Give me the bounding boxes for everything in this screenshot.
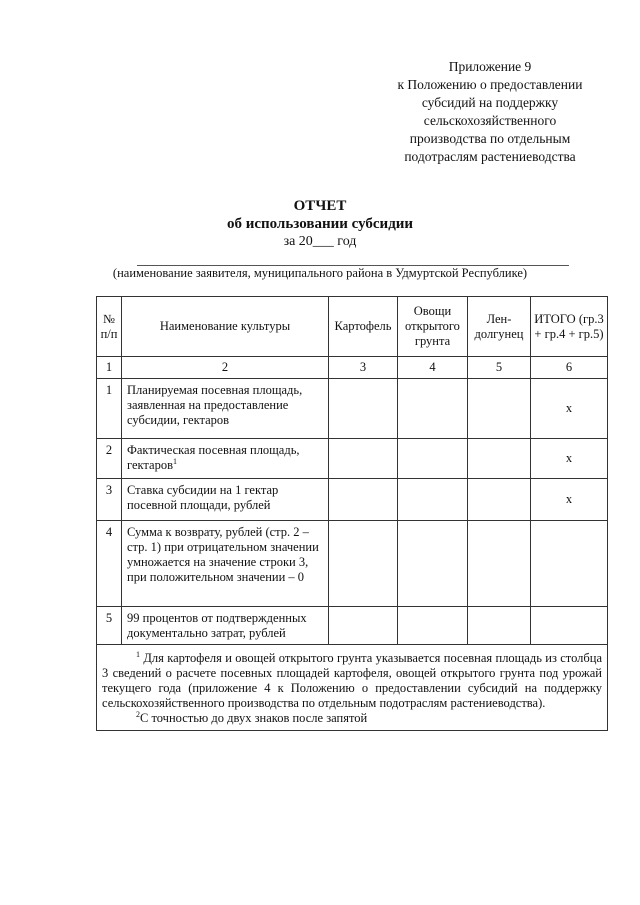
table-row xyxy=(97,439,608,479)
potato-cell xyxy=(329,439,398,479)
row-number: 4 xyxy=(97,521,122,607)
row-number: 2 xyxy=(97,439,122,479)
total-cell: x xyxy=(531,379,608,439)
report-table xyxy=(96,296,608,731)
column-number: 5 xyxy=(468,357,531,379)
header-row xyxy=(97,297,608,357)
row-label: 99 процентов от подтвержденных документально затрат, рублей xyxy=(122,607,329,645)
table-row xyxy=(97,521,608,607)
header-crop: Наименование культуры xyxy=(122,297,329,357)
footnote-text: С точностью до двух знаков после запятой xyxy=(140,711,368,725)
flax-cell xyxy=(468,439,531,479)
appendix-line: производства по отдельным xyxy=(409,131,571,146)
appendix-line: сельскохозяйственного xyxy=(423,113,557,128)
footnote-1 xyxy=(102,651,602,711)
table-row xyxy=(97,379,608,439)
footnotes xyxy=(97,645,608,731)
vegetables-cell xyxy=(398,479,468,521)
potato-cell xyxy=(329,521,398,607)
row-number: 5 xyxy=(97,607,122,645)
appendix-line: Приложение 9 xyxy=(448,59,532,74)
table-row xyxy=(97,607,608,645)
potato-cell xyxy=(329,479,398,521)
footnote-text: Для картофеля и овощей открытого грунта указывается посевная площадь из столбца 3 сведений о расчете посевных площадей картофеля, овощей открытого грунта под урожай текущего года (приложение 4 к Положению о предоставлении субсидий на поддержку сельскохозяйственного производства по отдельным подотраслям растениеводства). xyxy=(102,651,602,710)
header-flax: Лен-долгунец xyxy=(468,297,531,357)
row-number: 1 xyxy=(97,379,122,439)
row-label: Ставка субсидии на 1 гектар посевной площади, рублей xyxy=(122,479,329,521)
total-cell: x xyxy=(531,439,608,479)
row-label-cell xyxy=(122,439,329,479)
row-label: Фактическая посевная площадь, гектаров xyxy=(127,443,300,472)
flax-cell xyxy=(468,521,531,607)
column-number: 3 xyxy=(329,357,398,379)
column-number: 4 xyxy=(398,357,468,379)
vegetables-cell xyxy=(398,439,468,479)
total-cell: x xyxy=(531,479,608,521)
footnote-mark: 2 xyxy=(136,709,140,719)
table-row xyxy=(97,479,608,521)
report-year: за 20___ год xyxy=(283,234,357,249)
footnote-mark: 1 xyxy=(136,649,140,659)
applicant-caption: (наименование заявителя, муниципального района в Удмуртской Республике) xyxy=(112,266,528,280)
report-subtitle: об использовании субсидии xyxy=(226,216,414,232)
report-title: ОТЧЕТ xyxy=(293,198,347,214)
flax-cell xyxy=(468,479,531,521)
vegetables-cell xyxy=(398,607,468,645)
footnote-ref: 1 xyxy=(172,456,177,466)
appendix-line: субсидий на поддержку xyxy=(421,95,559,110)
row-label: Планируемая посевная площадь, заявленная на предоставление субсидии, гектаров xyxy=(122,379,329,439)
column-number: 6 xyxy=(531,357,608,379)
appendix-line: к Положению о предоставлении xyxy=(397,77,583,92)
total-cell xyxy=(531,607,608,645)
vegetables-cell xyxy=(398,379,468,439)
potato-cell xyxy=(329,379,398,439)
vegetables-cell xyxy=(398,521,468,607)
header-vegetables: Овощи открытого грунта xyxy=(398,297,468,357)
total-cell xyxy=(531,521,608,607)
flax-cell xyxy=(468,379,531,439)
column-number-row xyxy=(97,357,608,379)
potato-cell xyxy=(329,607,398,645)
appendix-block xyxy=(378,58,602,166)
header-total: ИТОГО (гр.3 + гр.4 + гр.5) xyxy=(531,297,608,357)
header-num: № п/п xyxy=(97,297,122,357)
column-number: 2 xyxy=(122,357,329,379)
appendix-line: подотраслям растениеводства xyxy=(404,149,576,164)
row-number: 3 xyxy=(97,479,122,521)
footnote-row xyxy=(97,645,608,731)
flax-cell xyxy=(468,607,531,645)
footnote-2 xyxy=(102,711,602,726)
column-number: 1 xyxy=(97,357,122,379)
header-potato: Картофель xyxy=(329,297,398,357)
row-label: Сумма к возврату, рублей (стр. 2 – стр. 1) при отрицательном значении умножается на значение строки 3, при положительном значении – 0 xyxy=(122,521,329,607)
